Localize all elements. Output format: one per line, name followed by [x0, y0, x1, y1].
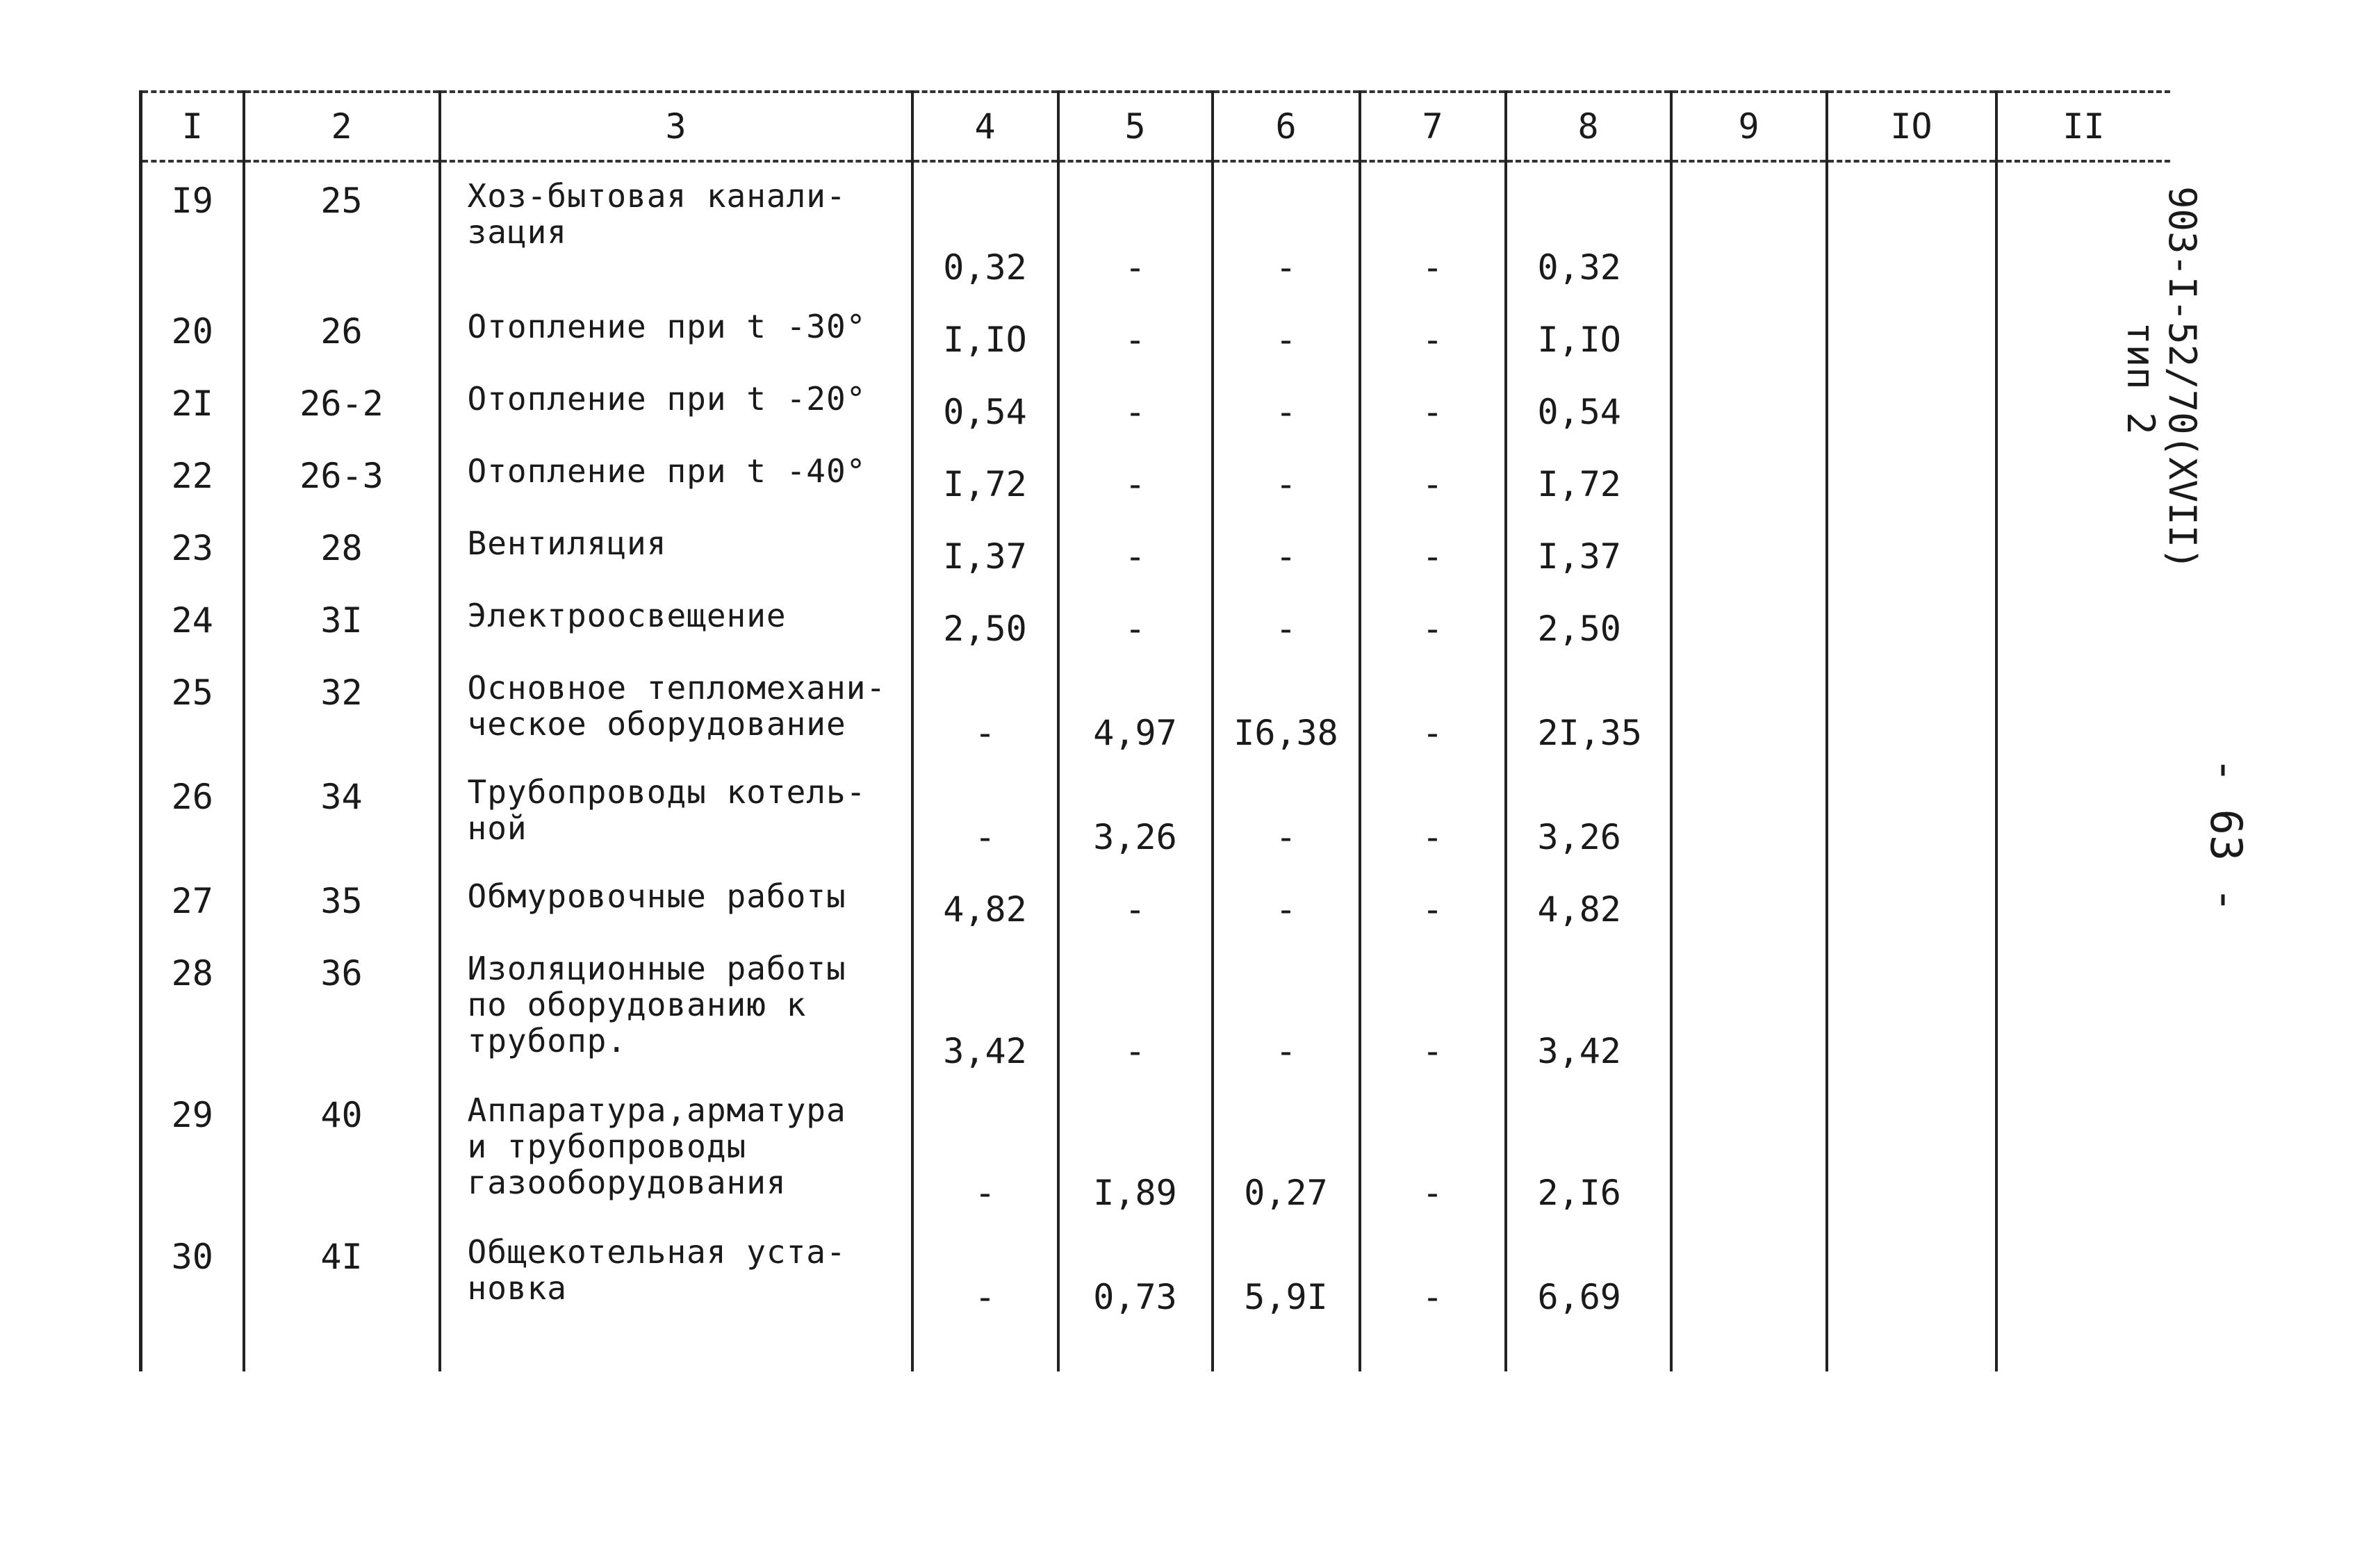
- row-col9: [1671, 1077, 1827, 1219]
- row-col9: [1671, 161, 1827, 293]
- row-name: Вентиляция: [440, 510, 912, 582]
- row-number: 24: [141, 582, 244, 654]
- row-name: Отопление при t -40°: [440, 438, 912, 510]
- row-col7: -: [1360, 438, 1506, 510]
- row-code: 26-3: [244, 438, 440, 510]
- empty-cell: [912, 1323, 1058, 1371]
- row-number: 29: [141, 1077, 244, 1219]
- table-row: [141, 365, 2170, 438]
- row-col9: [1671, 293, 1827, 365]
- document-code-number: 903-I-52/70(XVII): [2160, 186, 2204, 570]
- row-number: 23: [141, 510, 244, 582]
- row-col7: -: [1360, 582, 1506, 654]
- row-col8: I,72: [1506, 438, 1671, 510]
- table-row: [141, 935, 2170, 1077]
- row-name: Отопление при t -20°: [440, 365, 912, 438]
- col-header-9: 9: [1671, 92, 1827, 161]
- empty-cell: [1827, 1323, 1996, 1371]
- row-col7: -: [1360, 935, 1506, 1077]
- row-code: 34: [244, 759, 440, 863]
- row-col11: [1996, 582, 2170, 654]
- row-col5: 4,97: [1058, 654, 1213, 759]
- row-code: 26: [244, 293, 440, 365]
- col-header-8: 8: [1506, 92, 1671, 161]
- row-col6: I6,38: [1213, 654, 1360, 759]
- row-col10: [1827, 1077, 1996, 1219]
- row-col4: 0,54: [912, 365, 1058, 438]
- row-col8: 2I,35: [1506, 654, 1671, 759]
- row-col10: [1827, 935, 1996, 1077]
- row-col6: -: [1213, 293, 1360, 365]
- table-row: [141, 582, 2170, 654]
- row-col4: 3,42: [912, 935, 1058, 1077]
- row-col8: I,37: [1506, 510, 1671, 582]
- row-col6: -: [1213, 161, 1360, 293]
- row-number: 2I: [141, 365, 244, 438]
- empty-cell: [1996, 1323, 2170, 1371]
- row-col4: 2,50: [912, 582, 1058, 654]
- cost-table: [139, 90, 2170, 1371]
- row-col11: [1996, 935, 2170, 1077]
- table-row: [141, 438, 2170, 510]
- table-row: [141, 1219, 2170, 1323]
- table-row: [141, 161, 2170, 293]
- row-col7: -: [1360, 863, 1506, 935]
- row-col6: -: [1213, 935, 1360, 1077]
- row-col9: [1671, 438, 1827, 510]
- row-col11: [1996, 863, 2170, 935]
- row-col8: 2,50: [1506, 582, 1671, 654]
- row-number: 26: [141, 759, 244, 863]
- row-col6: -: [1213, 863, 1360, 935]
- row-col5: -: [1058, 510, 1213, 582]
- row-col5: 3,26: [1058, 759, 1213, 863]
- row-col5: -: [1058, 365, 1213, 438]
- row-col4: I,72: [912, 438, 1058, 510]
- row-name: Электроосвещение: [440, 582, 912, 654]
- row-col7: -: [1360, 1077, 1506, 1219]
- table-row: [141, 654, 2170, 759]
- table-row: [141, 759, 2170, 863]
- row-col10: [1827, 293, 1996, 365]
- table-row: [141, 293, 2170, 365]
- document-code-type: тип 2: [2119, 322, 2162, 435]
- row-col5: -: [1058, 935, 1213, 1077]
- row-col8: 0,32: [1506, 161, 1671, 293]
- col-header-2: 2: [244, 92, 440, 161]
- empty-cell: [141, 1323, 244, 1371]
- row-col5: 0,73: [1058, 1219, 1213, 1323]
- col-header-5: 5: [1058, 92, 1213, 161]
- row-col4: -: [912, 1219, 1058, 1323]
- row-col7: -: [1360, 1219, 1506, 1323]
- row-col5: -: [1058, 582, 1213, 654]
- table-row: [141, 1077, 2170, 1219]
- row-col7: -: [1360, 654, 1506, 759]
- row-col6: 0,27: [1213, 1077, 1360, 1219]
- row-col6: -: [1213, 510, 1360, 582]
- row-col7: -: [1360, 365, 1506, 438]
- row-name: Хоз-бытовая канали- зация: [440, 161, 912, 293]
- table-end-row: [141, 1323, 2170, 1371]
- row-code: 40: [244, 1077, 440, 1219]
- row-col9: [1671, 582, 1827, 654]
- row-col8: 6,69: [1506, 1219, 1671, 1323]
- row-number: I9: [141, 161, 244, 293]
- row-col10: [1827, 438, 1996, 510]
- row-col4: -: [912, 1077, 1058, 1219]
- page-number: - 63 -: [2201, 757, 2251, 913]
- row-name: Трубопроводы котель- ной: [440, 759, 912, 863]
- row-number: 25: [141, 654, 244, 759]
- empty-cell: [1213, 1323, 1360, 1371]
- col-header-7: 7: [1360, 92, 1506, 161]
- row-name: Отопление при t -30°: [440, 293, 912, 365]
- row-number: 28: [141, 935, 244, 1077]
- row-col6: -: [1213, 582, 1360, 654]
- empty-cell: [1360, 1323, 1506, 1371]
- row-col4: I,IO: [912, 293, 1058, 365]
- col-header-1: I: [141, 92, 244, 161]
- document-code: [2119, 186, 2203, 570]
- row-col9: [1671, 863, 1827, 935]
- row-code: 35: [244, 863, 440, 935]
- row-col4: 4,82: [912, 863, 1058, 935]
- row-number: 27: [141, 863, 244, 935]
- row-code: 28: [244, 510, 440, 582]
- row-number: 30: [141, 1219, 244, 1323]
- row-name: Общекотельная уста- новка: [440, 1219, 912, 1323]
- header-row: [141, 92, 2170, 161]
- row-number: 20: [141, 293, 244, 365]
- row-col11: [1996, 654, 2170, 759]
- row-col10: [1827, 863, 1996, 935]
- row-col9: [1671, 365, 1827, 438]
- empty-cell: [244, 1323, 440, 1371]
- row-col4: 0,32: [912, 161, 1058, 293]
- row-col5: -: [1058, 293, 1213, 365]
- row-col11: [1996, 1077, 2170, 1219]
- row-col10: [1827, 161, 1996, 293]
- row-col10: [1827, 1219, 1996, 1323]
- row-col10: [1827, 582, 1996, 654]
- row-col7: -: [1360, 161, 1506, 293]
- row-col4: -: [912, 654, 1058, 759]
- col-header-11: II: [1996, 92, 2170, 161]
- row-col6: -: [1213, 759, 1360, 863]
- row-col4: -: [912, 759, 1058, 863]
- row-col10: [1827, 510, 1996, 582]
- row-col6: -: [1213, 365, 1360, 438]
- empty-cell: [440, 1323, 912, 1371]
- row-code: 25: [244, 161, 440, 293]
- col-header-6: 6: [1213, 92, 1360, 161]
- row-code: 26-2: [244, 365, 440, 438]
- row-col8: 0,54: [1506, 365, 1671, 438]
- table-row: [141, 863, 2170, 935]
- row-col10: [1827, 654, 1996, 759]
- row-col9: [1671, 1219, 1827, 1323]
- empty-cell: [1058, 1323, 1213, 1371]
- table-row: [141, 510, 2170, 582]
- row-col7: -: [1360, 759, 1506, 863]
- row-col9: [1671, 935, 1827, 1077]
- row-col8: 2,I6: [1506, 1077, 1671, 1219]
- row-col11: [1996, 1219, 2170, 1323]
- row-col7: -: [1360, 293, 1506, 365]
- row-col6: 5,9I: [1213, 1219, 1360, 1323]
- row-name: Основное тепломехани- ческое оборудование: [440, 654, 912, 759]
- row-col5: -: [1058, 863, 1213, 935]
- row-col9: [1671, 654, 1827, 759]
- col-header-10: IO: [1827, 92, 1996, 161]
- row-col5: I,89: [1058, 1077, 1213, 1219]
- row-name: Аппаратура,арматура и трубопроводы газооборудования: [440, 1077, 912, 1219]
- row-col6: -: [1213, 438, 1360, 510]
- row-col5: -: [1058, 438, 1213, 510]
- row-code: 4I: [244, 1219, 440, 1323]
- row-col8: I,IO: [1506, 293, 1671, 365]
- row-code: 36: [244, 935, 440, 1077]
- row-col7: -: [1360, 510, 1506, 582]
- row-col8: 3,26: [1506, 759, 1671, 863]
- row-col8: 4,82: [1506, 863, 1671, 935]
- row-code: 3I: [244, 582, 440, 654]
- row-col11: [1996, 759, 2170, 863]
- row-col8: 3,42: [1506, 935, 1671, 1077]
- row-col4: I,37: [912, 510, 1058, 582]
- row-name: Изоляционные работы по оборудованию к трубопр.: [440, 935, 912, 1077]
- col-header-4: 4: [912, 92, 1058, 161]
- row-code: 32: [244, 654, 440, 759]
- row-name: Обмуровочные работы: [440, 863, 912, 935]
- row-col5: -: [1058, 161, 1213, 293]
- row-col9: [1671, 759, 1827, 863]
- row-col9: [1671, 510, 1827, 582]
- empty-cell: [1671, 1323, 1827, 1371]
- row-number: 22: [141, 438, 244, 510]
- empty-cell: [1506, 1323, 1671, 1371]
- row-col10: [1827, 365, 1996, 438]
- row-col10: [1827, 759, 1996, 863]
- col-header-3: 3: [440, 92, 912, 161]
